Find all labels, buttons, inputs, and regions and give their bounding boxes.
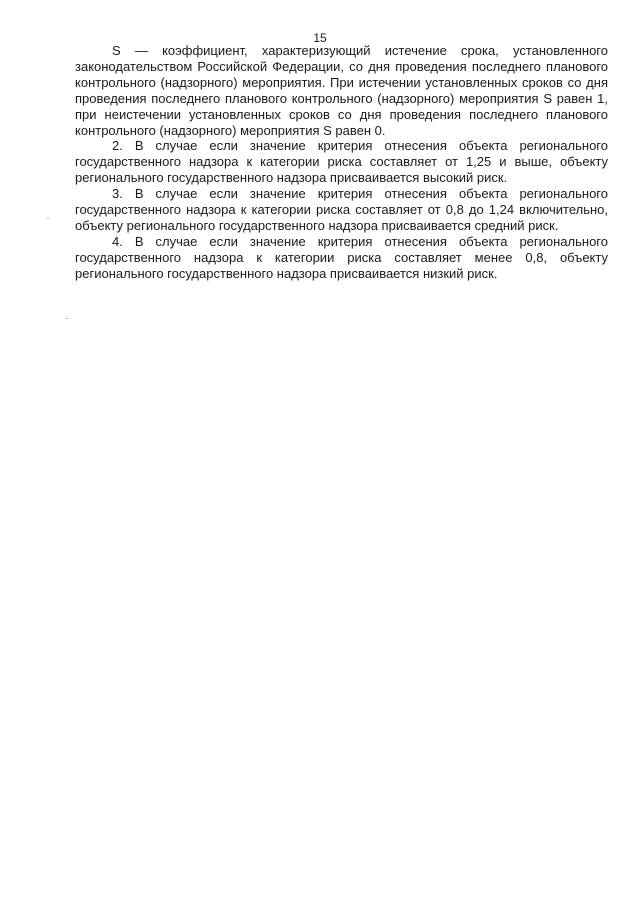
paragraph-low-risk: 4. В случае если значение критерия отнесения объекта регионального государственного надзора к категории риска составляет менее 0,8, объекту регионального государственного надзора присваивается низкий риск. [75,233,608,281]
page-number: 15 [313,31,327,45]
scan-artifact [47,218,49,219]
scan-artifact [66,318,68,319]
document-body [75,43,608,282]
paragraph-medium-risk: 3. В случае если значение критерия отнесения объекта регионального государственного надзора к категории риска составляет от 0,8 до 1,24 включительно, объекту регионального государственного надзора присваивается средний риск. [75,186,608,233]
paragraph-high-risk: 2. В случае если значение критерия отнесения объекта регионального государственного надзора к категории риска составляет от 1,25 и выше, объекту регионального государственного надзора присваивается высокий риск. [75,138,608,186]
paragraph-coefficient-s: S — коэффициент, характеризующий истечение срока, установленного законодательством Российской Федерации, со дня проведения последнего планового контрольного (надзорного) мероприятия. При истечении установленных сроков со дня проведения последнего планового контрольного (надзорного) мероприятия S равен 1, при неистечении установленных сроков со дня проведения последнего планового контрольного (надзорного) мероприятия S равен 0. [75,43,608,138]
